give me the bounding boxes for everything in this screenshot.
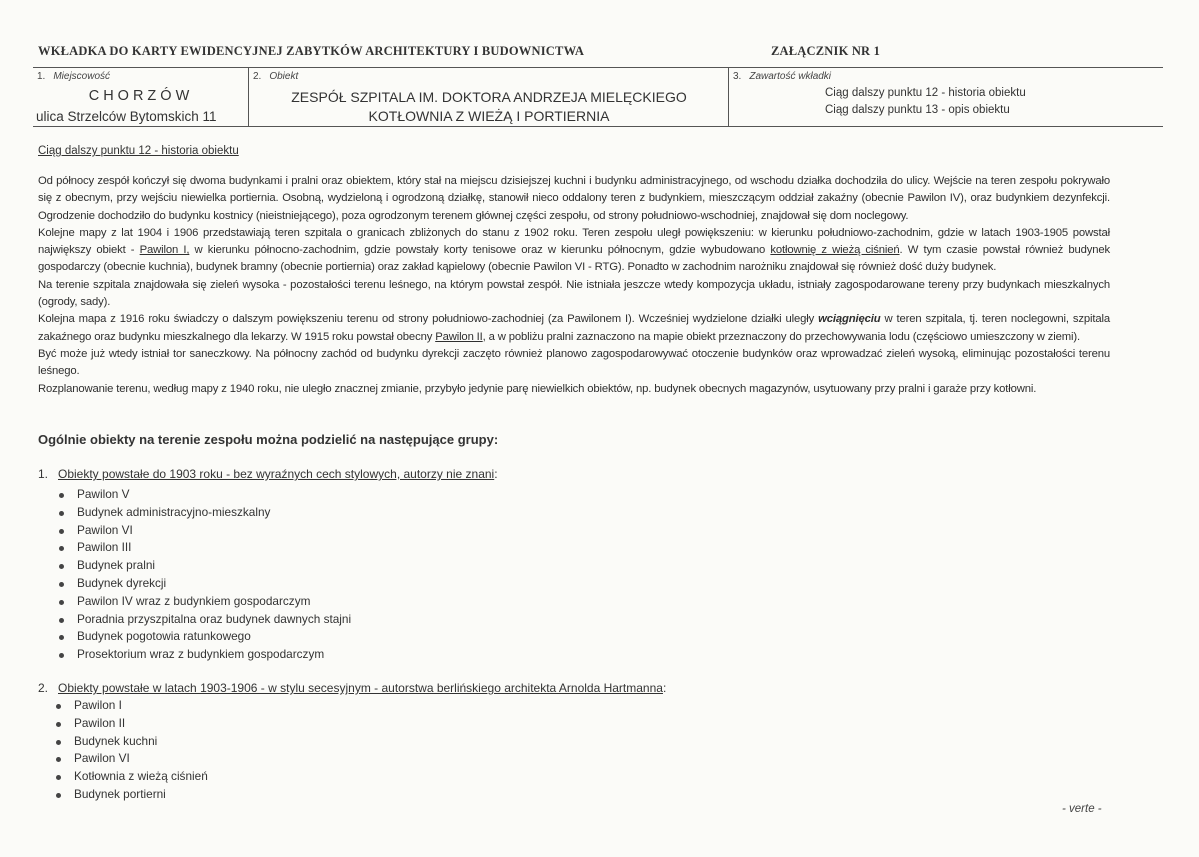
- contents-cell: [729, 68, 1163, 126]
- list-item: Budynek portierni: [52, 786, 208, 804]
- list-item: Budynek dyrekcji: [55, 575, 351, 593]
- list-item: Budynek administracyjno-mieszkalny: [55, 504, 351, 522]
- paragraph: Kolejne mapy z lat 1904 i 1906 przedstawiają teren szpitala o granicach zbliżonych do stanu z 1902 roku. Teren zespołu uległ powiększeniu: w kierunku południowo-zachodnim, gdzie w latach 1903-1905 powstał największy obiekt - Pawilon I, w kierunku północno-zachodnim, gdzie powstały korty tenisowe oraz w kierunku północnym, gdzie wybudowano kotłownię z wieżą ciśnień. W tym czasie powstał również budynek gospodarczy (obecnie kuchnia), budynek bramny (obecnie portiernia) oraz zakład kąpielowy (obecnie Pawilon VI - RTG). Ponadto w zachodnim narożniku znajdował się również dość duży budynek.: [38, 226, 1110, 274]
- section-title: Ciąg dalszy punktu 12 - historia obiektu: [38, 145, 239, 157]
- town-name: CHORZÓW: [88, 88, 194, 104]
- locality-label: Miejscowość: [53, 71, 111, 82]
- list-item: Prosektorium wraz z budynkiem gospodarczym: [55, 646, 351, 664]
- group-1-list: [55, 486, 351, 664]
- object-number: 2.: [253, 71, 262, 82]
- groups-title: Ogólnie obiekty na terenie zespołu można podzielić na następujące grupy:: [38, 432, 499, 447]
- group-1-heading: 1. Obiekty powstałe do 1903 roku - bez wyraźnych cech stylowych, autorzy nie znani:: [38, 467, 498, 481]
- list-item: Pawilon II: [52, 715, 208, 733]
- paragraph: Na terenie szpitala znajdowała się zieleń wysoka - pozostałości terenu leśnego, na którym powstał zespół. Nie istniała jeszcze wtedy kompozycja układu, istniały zagospodarowane tereny przy budynkach mieszkalnych (ogrody, sady).: [38, 278, 1110, 309]
- object-cell: [249, 68, 729, 126]
- street-address: ulica Strzelców Bytomskich 11: [36, 109, 217, 124]
- object-name-line2: KOTŁOWNIA Z WIEŻĄ I PORTIERNIA: [368, 108, 610, 124]
- paragraph: Kolejna mapa z 1916 roku świadczy o dalszym powiększeniu terenu od strony południowo-zachodniej (za Pawilonem I). Wcześniej wydzielone działki uległy wciągnięciu w teren szpitala, tj. teren noclegowni, szpitala zakaźnego oraz budynku mieszkalnego dla lekarzy. W 1915 roku powstał obecny Pawilon II, a w pobliżu pralni zaznaczono na mapie obiekt przeznaczony do przechowywania lodu (częściowo umieszczony w ziemi).: [38, 313, 1110, 343]
- list-item: Pawilon VI: [55, 522, 351, 540]
- list-item: Budynek pogotowia ratunkowego: [55, 628, 351, 646]
- contents-label: Zawartość wkładki: [749, 71, 832, 82]
- list-item: Pawilon I: [52, 697, 208, 715]
- document-title: WKŁADKA DO KARTY EWIDENCYJNEJ ZABYTKÓW ARCHITEKTURY I BUDOWNICTWA: [38, 44, 585, 58]
- paragraph: Od północy zespół kończył się dwoma budynkami i pralni oraz obiektem, który stał na miejscu dzisiejszej kuchni i budynku administracyjnego, od wschodu działka dochodziła do ulicy. Wejście na teren zespołu pokrywało się z obecnym, przy wejściu niewielka portiernia. Osobną, wydzieloną i ogrodzoną działkę, stanowił nieco oddalony teren z budynkiem, mieszczącym oddział zakaźny (obecnie Pawilon IV), oraz budynkiem dezynfekcji. Ogrodzenie dochodziło do budynku kostnicy (nieistniejącego), poza ogrodzonym terenem głównej części zespołu, od strony południowo-wschodniej, znajdował się dom noclegowy.: [38, 175, 1110, 222]
- locality-cell: [33, 68, 249, 126]
- attachment-number: ZAŁĄCZNIK NR 1: [771, 44, 881, 58]
- pawilon-ii-link: Pawilon II: [435, 330, 483, 343]
- paragraph: Rozplanowanie terenu, według mapy z 1940 roku, nie uległo znacznej zmianie, przybyło jedynie parę niewielkich obiektów, np. budynek obecnych magazynów, usytuowany przy pralni i garaże przy kotłowni.: [38, 382, 1037, 395]
- list-item: Budynek kuchni: [52, 733, 208, 751]
- list-item: Poradnia przyszpitalna oraz budynek dawnych stajni: [55, 611, 351, 629]
- fields-table: [33, 67, 1163, 127]
- list-item: Pawilon III: [55, 539, 351, 557]
- group-2-heading: 2. Obiekty powstałe w latach 1903-1906 - w stylu secesyjnym - autorstwa berlińskiego architekta Arnolda Hartmanna:: [38, 681, 667, 695]
- paragraph: Być może już wtedy istniał tor saneczkowy. Na północny zachód od budynku dyrekcji zaczęto również planowo zagospodarowywać otoczenie budynków oraz wprowadzać zieleń wysoką, eliminując pozostałości terenu leśnego.: [38, 347, 1110, 378]
- history-text: [38, 173, 1110, 398]
- verte-note: - verte -: [1062, 803, 1102, 815]
- locality-number: 1.: [37, 71, 46, 82]
- pawilon-i-link: Pawilon I,: [139, 244, 190, 257]
- contents-line1: Ciąg dalszy punktu 12 - historia obiektu: [825, 87, 1026, 99]
- contents-number: 3.: [733, 71, 742, 82]
- contents-line2: Ciąg dalszy punktu 13 - opis obiektu: [825, 104, 1010, 116]
- list-item: Kotłownia z wieżą ciśnień: [52, 768, 208, 786]
- object-name-line1: ZESPÓŁ SZPITALA IM. DOKTORA ANDRZEJA MIELĘCKIEGO: [291, 89, 687, 105]
- list-item: Pawilon VI: [52, 750, 208, 768]
- list-item: Pawilon IV wraz z budynkiem gospodarczym: [55, 593, 351, 611]
- group-2-list: [52, 697, 208, 804]
- list-item: Budynek pralni: [55, 557, 351, 575]
- list-item: Pawilon V: [55, 486, 351, 504]
- boiler-house-link: kotłownię z wieżą ciśnień: [770, 244, 900, 257]
- emphasized-word: wciągnięciu: [818, 313, 881, 326]
- object-label: Obiekt: [269, 71, 299, 82]
